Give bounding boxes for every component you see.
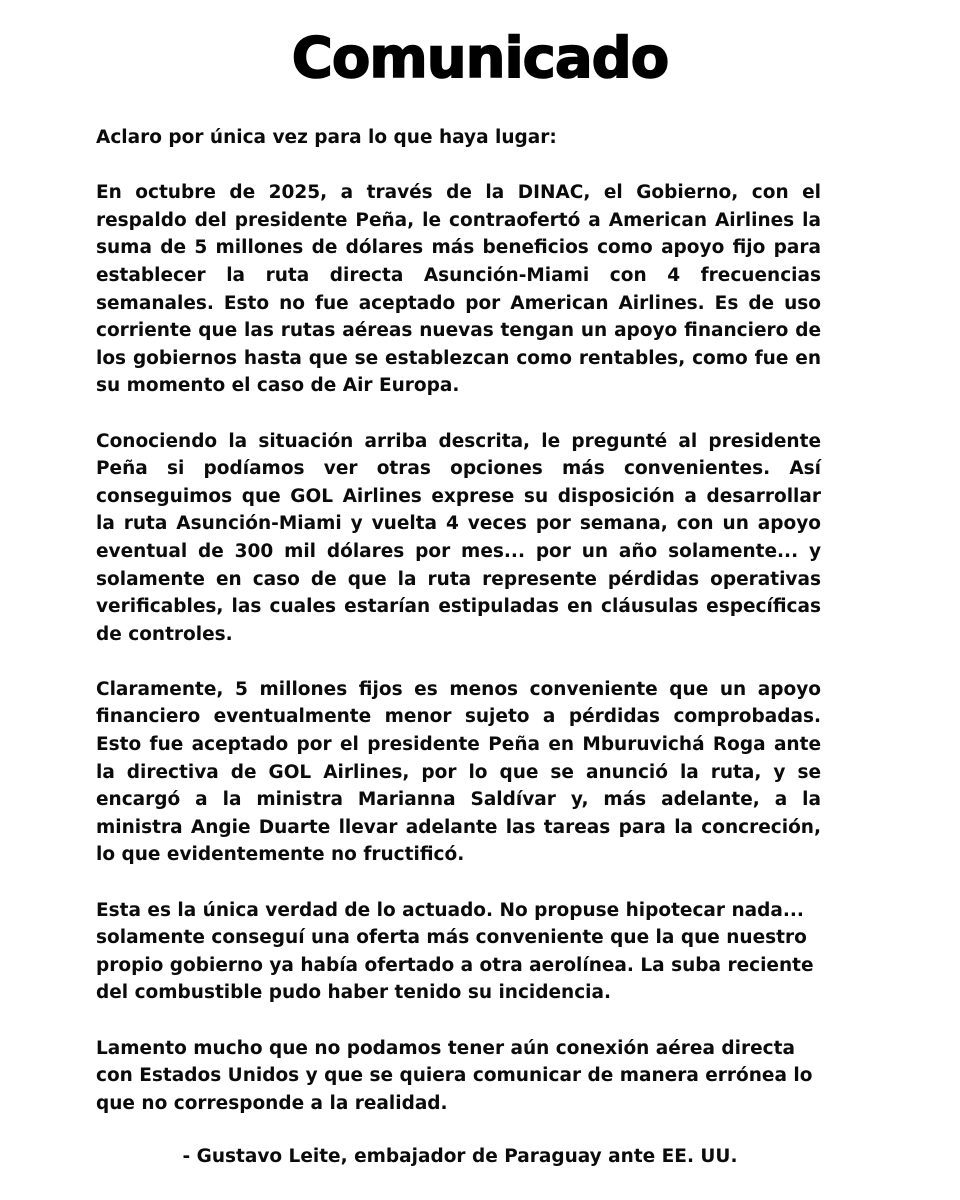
- signature: - Gustavo Leite, embajador de Paraguay ante EE. UU.: [182, 1146, 738, 1167]
- paragraph-comparison: Claramente, 5 millones fijos es menos conveniente que un apoyo financiero eventualmente menor sujeto a pérdidas comprobadas. Esto fue aceptado por el presidente Peña en Mburuvichá Roga ante la directiva de GOL Airlines, por lo que se anunció la ruta, y se encargó a la ministra Marianna Saldívar y, más adelante, a la ministra Angie Duarte llevar adelante las tareas para la concreción, lo que evidentemente no fructificó.: [96, 678, 821, 866]
- paragraph-closing: Lamento mucho que no podamos tener aún conexión aérea directa con Estados Unidos y que se quiera comunicar de manera errónea lo que no corresponde a la realidad.: [96, 1037, 813, 1114]
- page-title: Comunicado: [291, 26, 669, 91]
- statement-body: [96, 124, 821, 1145]
- paragraph-dinac-offer: En octubre de 2025, a través de la DINAC, el Gobierno, con el respaldo del presidente Peña, le contraofertó a American Airlines la suma de 5 millones de dólares más beneficios como apoyo fijo para establecer la ruta directa Asunción-Miami con 4 frecuencias semanales. Esto no fue aceptado por American Airlines. Es de uso corriente que las rutas aéreas nuevas tengan un apoyo financiero de los gobiernos hasta que se establezcan como rentables, como fue en su momento el caso de Air Europa.: [96, 182, 821, 397]
- intro-paragraph: Aclaro por única vez para lo que haya lugar:: [96, 127, 557, 148]
- paragraph-truth: Esta es la única verdad de lo actuado. No propuse hipotecar nada... solamente conseguí una oferta más conveniente que la que nuestro propio gobierno ya había ofertado a otra aerolínea. La suba reciente del combustible pudo haber tenido su incidencia.: [96, 899, 814, 1004]
- paragraph-gol-airlines: Conociendo la situación arriba descrita, le pregunté al presidente Peña si podíamos ver otras opciones más convenientes. Así conseguimos que GOL Airlines exprese su disposición a desarrollar la ruta Asunción-Miami y vuelta 4 veces por semana, con un apoyo eventual de 300 mil dólares por mes... por un año solamente... y solamente en caso de que la ruta represente pérdidas operativas verificables, las cuales estarían estipuladas en cláusulas específicas de controles.: [96, 430, 821, 645]
